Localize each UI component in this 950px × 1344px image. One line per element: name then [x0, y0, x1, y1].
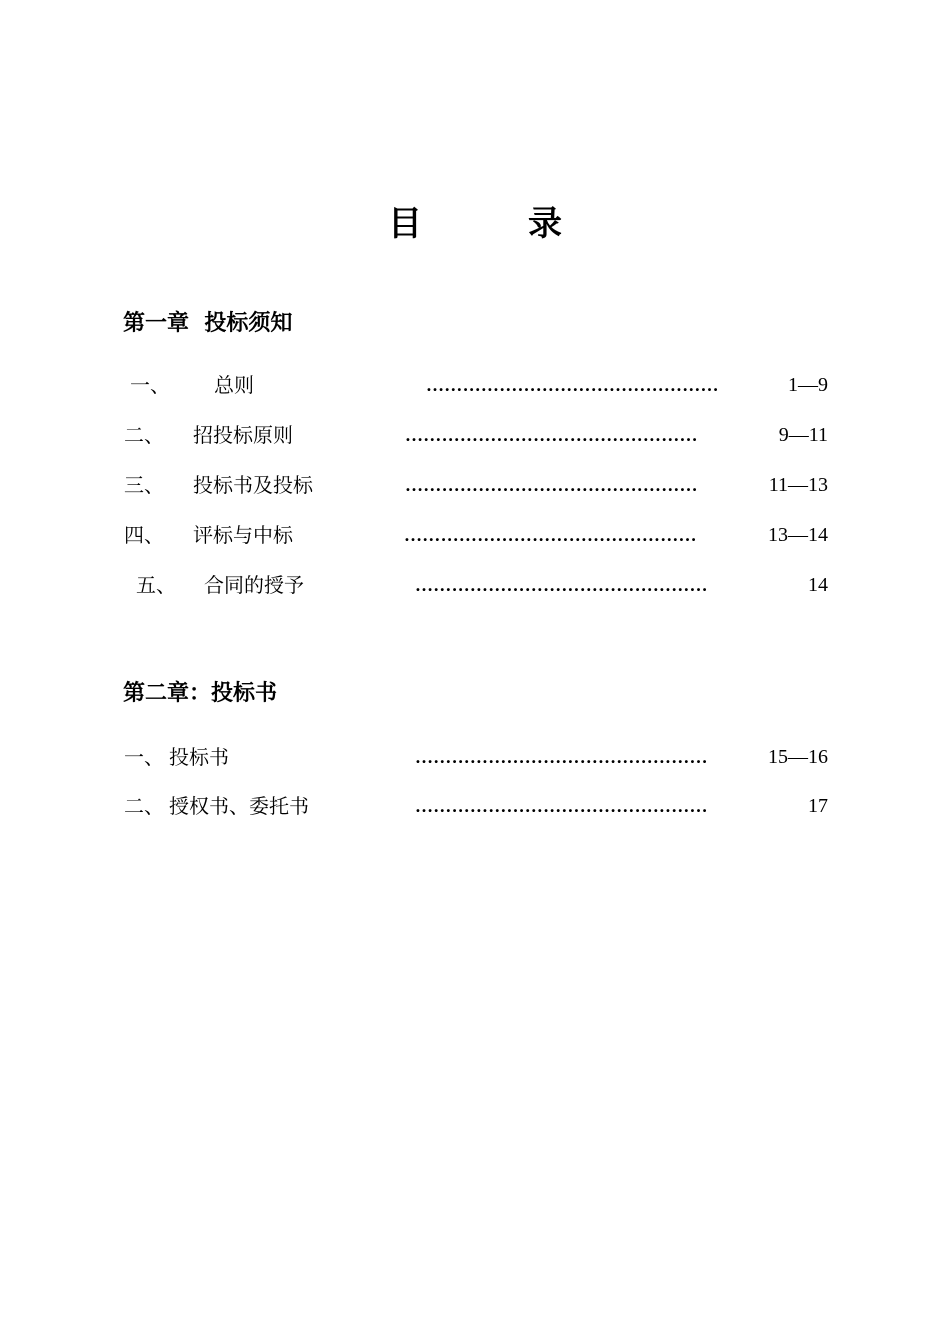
toc-entry-label: 评标与中标: [193, 523, 293, 547]
toc-entry-page: 13—14: [768, 524, 828, 546]
toc-leader-dots: …………………………………………: [405, 425, 698, 445]
toc-leader-dots: …………………………………………: [415, 796, 708, 816]
toc-entry-page: 9—11: [778, 424, 828, 446]
toc-entry-label: 招投标原则: [193, 423, 293, 447]
toc-entry[interactable]: [124, 420, 828, 450]
toc-entry-number: 三、: [124, 473, 164, 497]
toc-entry-number: 一、: [130, 373, 170, 397]
toc-leader-dots: …………………………………………: [415, 747, 708, 767]
toc-entry[interactable]: [124, 370, 828, 400]
title-char-1: 目: [388, 204, 422, 244]
title-char-2: 录: [528, 204, 562, 244]
toc-entry-number: 二、: [124, 794, 164, 818]
toc-entry-page: 17: [808, 795, 828, 817]
toc-entry[interactable]: [124, 570, 828, 600]
toc-entry-page: 11—13: [768, 474, 828, 496]
toc-entry-number: 二、: [124, 423, 164, 447]
toc-entry-number: 四、: [124, 523, 164, 547]
chapter-2-heading: 第二章：投标书: [123, 681, 278, 706]
toc-entry-page: 14: [808, 574, 828, 596]
page-title: [0, 200, 950, 248]
toc-entry-label: 投标书及投标: [193, 473, 313, 497]
toc-entry-label: 投标书: [169, 745, 229, 769]
toc-entry-label: 总则: [214, 373, 254, 397]
toc-entry-number: 五、: [136, 573, 176, 597]
toc-entry-label: 授权书、委托书: [169, 794, 309, 818]
toc-leader-dots: …………………………………………: [405, 475, 698, 495]
toc-entry[interactable]: [124, 470, 828, 500]
toc-entry[interactable]: [124, 520, 828, 550]
chapter-1-heading: 第一章 投标须知: [123, 311, 293, 336]
toc-entry-page: 1—9: [788, 374, 828, 396]
toc-entry-number: 一、: [124, 745, 164, 769]
toc-leader-dots: …………………………………………: [426, 375, 719, 395]
toc-leader-dots: …………………………………………: [415, 575, 708, 595]
toc-entry[interactable]: [124, 791, 828, 821]
toc-leader-dots: …………………………………………: [404, 525, 697, 545]
toc-entry-label: 合同的授予: [204, 573, 304, 597]
toc-entry[interactable]: [124, 742, 828, 772]
toc-entry-page: 15—16: [768, 746, 828, 768]
